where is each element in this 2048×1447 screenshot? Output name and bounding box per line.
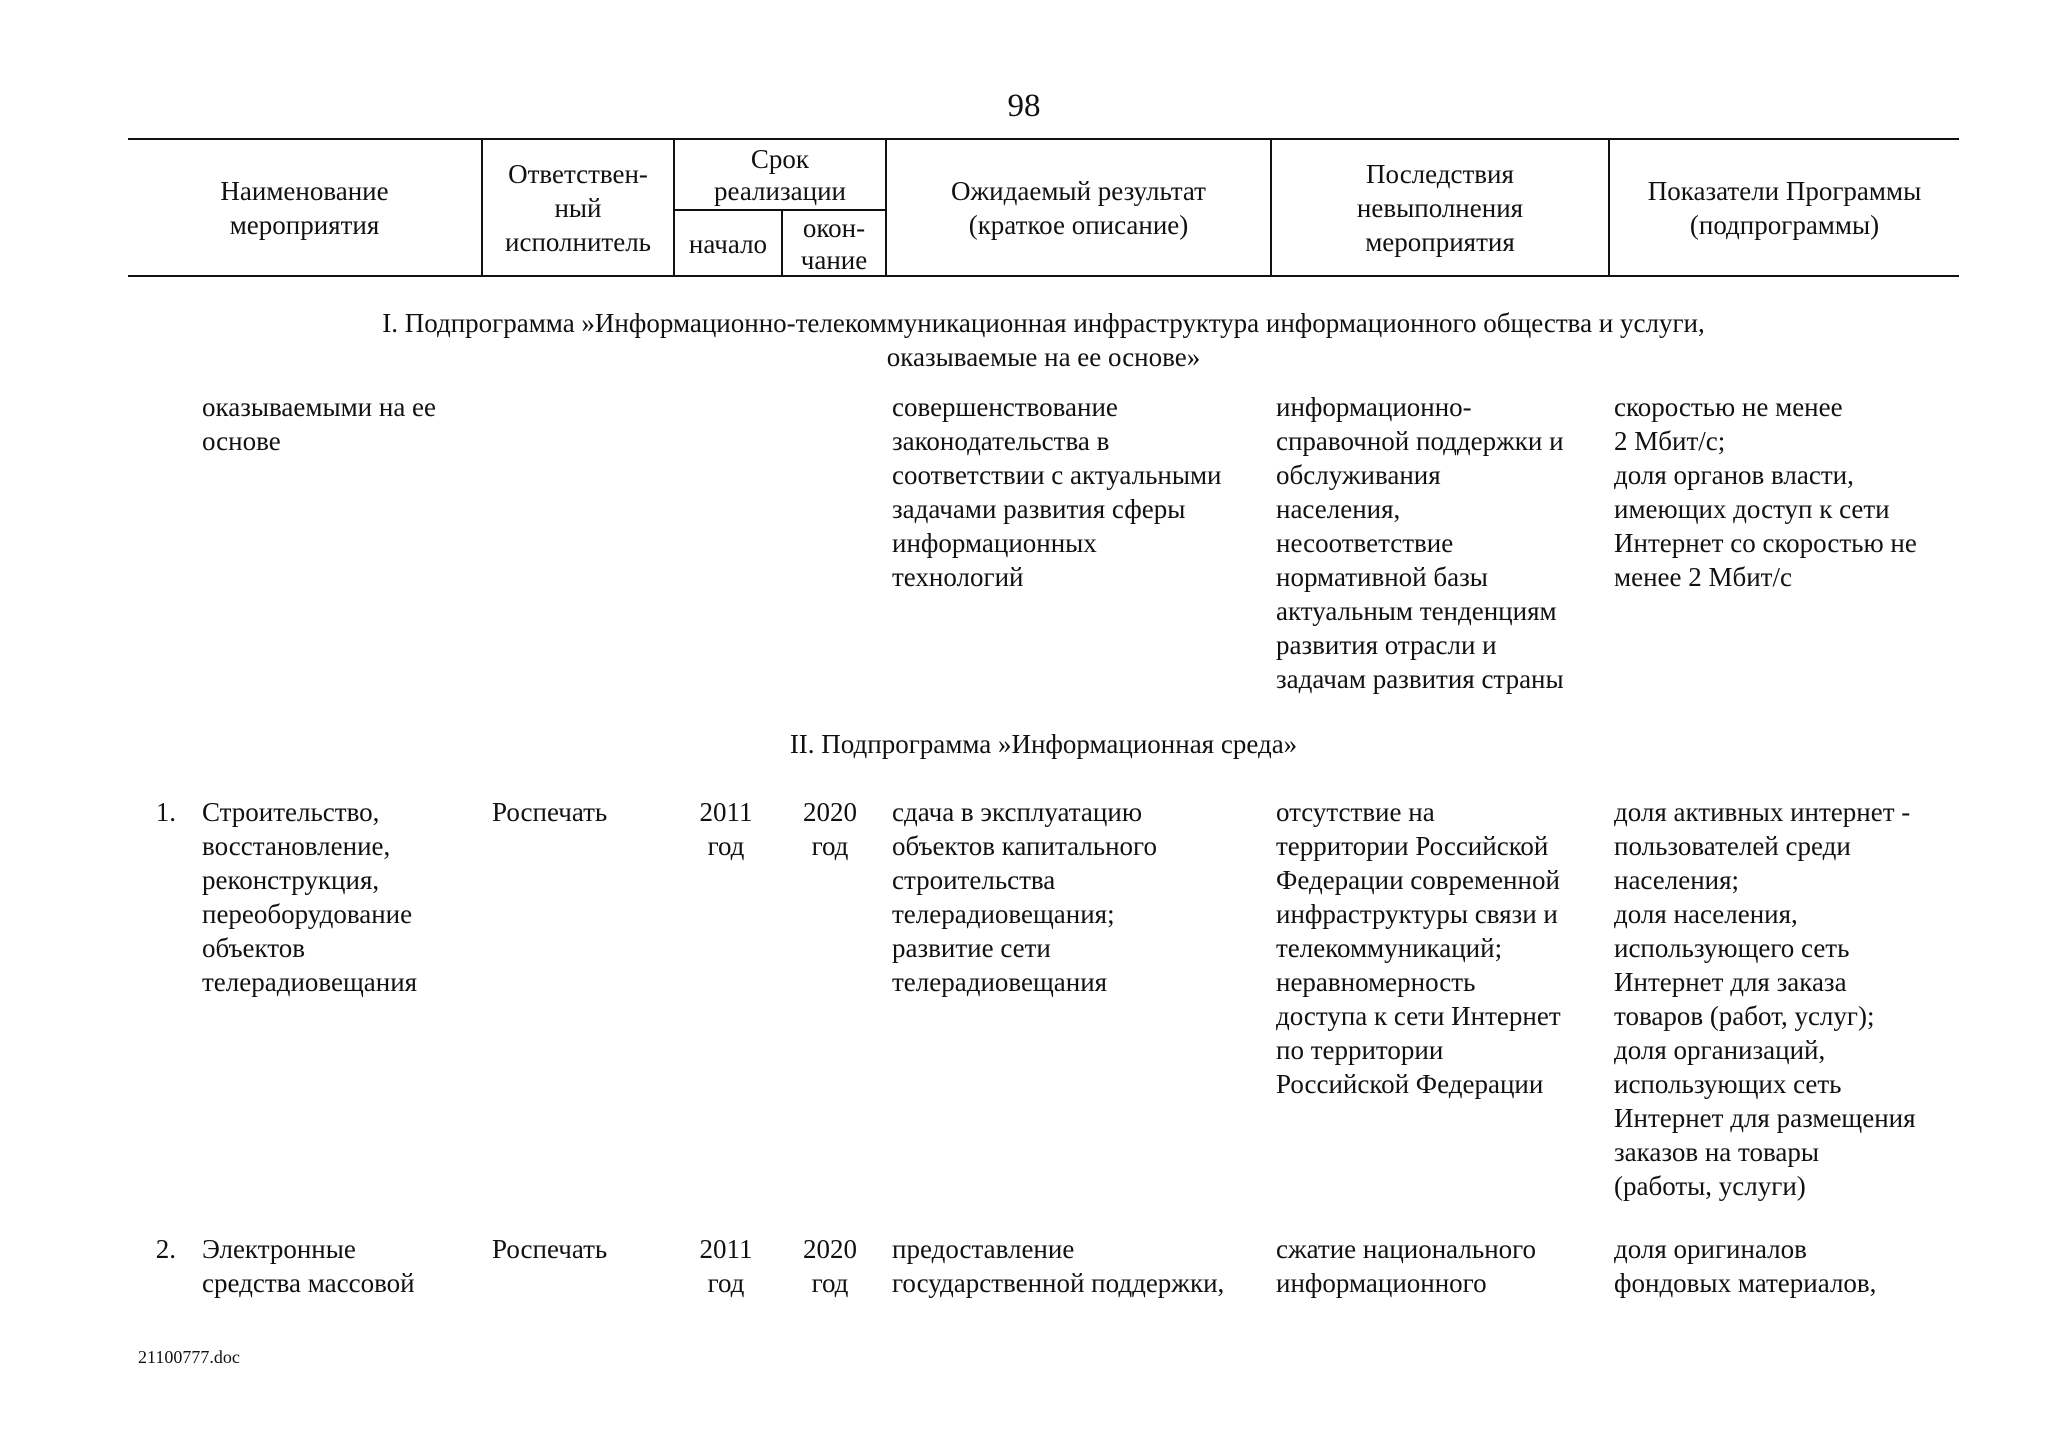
row-2-name: Электронные средства массовой [202,1234,415,1298]
row-1-end: 2020 год [803,797,857,861]
header-result: Ожидаемый результат (краткое описание) [951,175,1206,240]
section-2-title: II. Подпрограмма »Информационная среда» [789,729,1298,759]
row-1-number: 1. [155,797,176,827]
row-1-indicators: доля активных интернет - пользователей среди населения; доля населения, использующего сеть Интернет для заказа товаров (работ, услуг); доля организаций, использующих сеть Интернет для размещения заказов на товары (работы, услуги) [1614,797,1916,1201]
section-1-consequences: информационно- справочной поддержки и обслуживания населения, несоответствие нормативной базы актуальным тенденциям развития отрасли и задачам развития страны [1276,392,1564,694]
row-1-result: сдача в эксплуатацию объектов капитального строительства телерадиовещания; развитие сети телерадиовещания [892,797,1157,997]
header-executor: Ответствен- ный исполнитель [505,158,651,257]
row-2-executor: Роспечать [492,1234,608,1264]
header-term: Срок реализации [714,143,846,206]
row-1-start: 2011 год [699,797,753,861]
section-1-name: оказываемыми на ее основе [202,392,437,456]
header-indicators: Показатели Программы (подпрограммы) [1647,175,1922,240]
header-name: Наименование мероприятия [220,175,389,240]
row-2-start: 2011 год [699,1234,753,1298]
header-end: окон- чание [800,213,868,275]
header-consequences: Последствия невыполнения мероприятия [1356,158,1524,257]
page-number: 98 [1007,88,1041,124]
header-start: начало [688,229,768,259]
row-1-consequences: отсутствие на территории Российской Федерации современной инфраструктуры связи и телекоммуникаций; неравномерность доступа к сети Интернет по территории Российской Федерации [1276,797,1561,1099]
section-1-title: I. Подпрограмма »Информационно-телекоммуникационная инфраструктура информационного общества и услуги, оказываемые на ее основе» [382,308,1705,372]
section-1-result: совершенствование законодательства в соответствии с актуальными задачами развития сферы информационных технологий [892,392,1222,592]
row-2-result: предоставление государственной поддержки, [892,1234,1225,1298]
row-2-end: 2020 год [803,1234,857,1298]
row-2-indicators: доля оригиналов фондовых материалов, [1614,1234,1877,1298]
document-filename: 21100777.doc [138,1347,240,1367]
table-header [128,138,1959,277]
section-1-indicators: скоростью не менее 2 Мбит/с; доля органов власти, имеющих доступ к сети Интернет со скоростью не менее 2 Мбит/с [1614,392,1917,592]
row-1-executor: Роспечать [492,797,608,827]
row-1-name: Строительство, восстановление, реконструкция, переоборудование объектов телерадиовещания [202,797,418,997]
row-2-consequences: сжатие национального информационного [1276,1234,1537,1298]
row-2-number: 2. [155,1234,176,1264]
